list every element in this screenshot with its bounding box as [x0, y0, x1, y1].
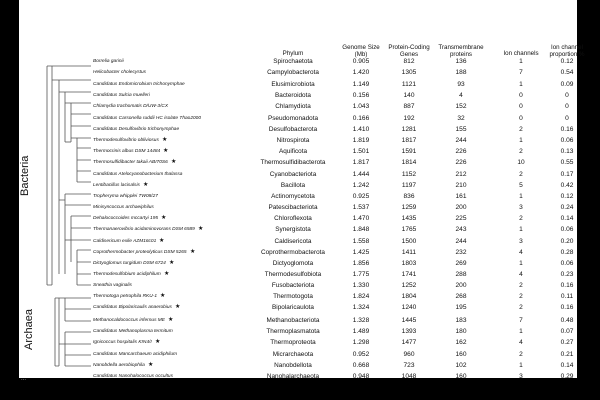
- species-name: Lentibacillus lacisalsis: [93, 183, 140, 188]
- species-name: Dictyoglomus turgidum DSM 6724: [93, 261, 166, 266]
- star-marker-icon: ★: [168, 317, 174, 323]
- transmembrane-cell: 232: [455, 249, 467, 256]
- ion-proportion-cell: 0.07: [560, 328, 574, 335]
- ion-proportion-cell: 0.09: [560, 81, 574, 88]
- ion-channels-cell: 2: [519, 148, 523, 155]
- phylum-cell: Nitrospirota: [276, 137, 310, 144]
- ion-channels-cell: 3: [519, 238, 523, 245]
- genome-size-cell: 1.470: [352, 215, 370, 222]
- ion-proportion-cell: 0.55: [560, 159, 574, 166]
- star-marker-icon: ★: [164, 271, 170, 277]
- ion-channels-cell: 5: [519, 182, 523, 189]
- star-marker-icon: ★: [190, 249, 196, 255]
- protein-coding-cell: 1259: [401, 204, 417, 211]
- table-row: [19, 326, 577, 337]
- phylum-cell: Nanohalarchaeota: [266, 373, 320, 380]
- phylum-cell: Pseudomonadota: [267, 115, 319, 122]
- phylum-cell: Campylobacterota: [267, 69, 319, 76]
- table-row: [19, 202, 577, 213]
- ion-proportion-cell: 0.24: [560, 204, 574, 211]
- transmembrane-cell: 160: [455, 373, 467, 380]
- protein-coding-cell: 1305: [401, 69, 417, 76]
- table-row: [19, 258, 577, 269]
- protein-coding-cell: 887: [403, 103, 415, 110]
- protein-coding-cell: 1817: [401, 137, 417, 144]
- table-row: [19, 247, 577, 258]
- ion-channels-cell: 0: [519, 115, 523, 122]
- phylum-cell: Aquificota: [278, 148, 308, 155]
- protein-coding-cell: 1197: [401, 182, 417, 189]
- ion-channels-cell: 0: [519, 92, 523, 99]
- header-genome-size: Genome Size (Mb): [342, 44, 380, 58]
- star-marker-icon: ★: [169, 260, 175, 266]
- protein-coding-cell: 1477: [401, 339, 417, 346]
- species-name: Helicobacter cholecystus: [93, 70, 147, 75]
- ion-proportion-cell: 0: [565, 92, 569, 99]
- ion-channels-cell: 10: [517, 159, 525, 166]
- star-marker-icon: ★: [163, 148, 169, 154]
- transmembrane-cell: 160: [455, 351, 467, 358]
- genome-size-cell: 0.948: [352, 373, 370, 380]
- species-name: Candidatus Desulfovibrio trichonymphae: [93, 127, 180, 132]
- species-name: Sneathia vaginalis: [93, 283, 132, 288]
- table-row: [19, 56, 577, 67]
- transmembrane-cell: 93: [457, 81, 465, 88]
- ion-channels-cell: 4: [519, 339, 523, 346]
- phylum-cell: Fusobacteriota: [271, 282, 315, 289]
- ion-channels-cell: 1: [519, 81, 523, 88]
- domain-label-archaea: Archaea: [23, 309, 35, 350]
- phylum-cell: Caldisericota: [274, 238, 312, 245]
- phylum-cell: Desulfobacterota: [268, 126, 318, 133]
- protein-coding-cell: 836: [403, 193, 415, 200]
- phylum-cell: Bacteroidota: [275, 92, 311, 99]
- ion-proportion-cell: 0.12: [560, 58, 574, 65]
- transmembrane-cell: 226: [455, 148, 467, 155]
- protein-coding-cell: 1411: [401, 249, 417, 256]
- protein-coding-cell: 1500: [401, 238, 417, 245]
- species-name: Thermodesulfovibrio obliviosus: [93, 138, 159, 143]
- ion-proportion-cell: 0.23: [560, 271, 574, 278]
- table-row: [19, 180, 577, 191]
- species-name: Candidatus Endomicrobium trichonymphae: [93, 82, 185, 87]
- species-name: Coprothermobacter proteolyticus DSM 5265: [93, 250, 187, 255]
- genome-size-cell: 1.817: [352, 159, 370, 166]
- protein-coding-cell: 1435: [401, 215, 417, 222]
- protein-coding-cell: 1240: [401, 304, 417, 311]
- genome-size-cell: 1.043: [352, 103, 370, 110]
- phylum-cell: Dictyoglomota: [272, 260, 314, 267]
- ion-proportion-cell: 0: [565, 103, 569, 110]
- ion-channels-cell: 7: [519, 69, 523, 76]
- ion-channels-cell: 4: [519, 249, 523, 256]
- ion-proportion-cell: 0.16: [560, 282, 574, 289]
- protein-coding-cell: 1445: [401, 317, 417, 324]
- transmembrane-cell: 243: [455, 226, 467, 233]
- phylum-cell: Patescibacteriota: [268, 204, 318, 211]
- protein-coding-cell: 1121: [401, 81, 417, 88]
- ion-channels-cell: 2: [519, 304, 523, 311]
- star-marker-icon: ★: [175, 304, 181, 310]
- protein-coding-cell: 1281: [401, 126, 417, 133]
- ion-channels-cell: 1: [519, 137, 523, 144]
- ion-channels-cell: 4: [519, 271, 523, 278]
- genome-size-cell: 0.668: [352, 362, 370, 369]
- transmembrane-cell: 269: [455, 260, 467, 267]
- phylum-cell: Spirochaetota: [273, 58, 313, 65]
- transmembrane-cell: 188: [455, 69, 467, 76]
- phylum-cell: Actinomycetota: [271, 193, 315, 200]
- star-marker-icon: ★: [162, 137, 168, 143]
- phylum-cell: Thermodesulfobiota: [264, 271, 322, 278]
- star-marker-icon: ★: [148, 362, 154, 368]
- transmembrane-cell: 161: [455, 193, 467, 200]
- header-transmembrane: Transmembrane proteins: [438, 44, 484, 58]
- header-phylum: Phylum: [282, 50, 304, 57]
- genome-size-cell: 1.856: [352, 260, 370, 267]
- transmembrane-cell: 200: [455, 204, 467, 211]
- ion-channels-cell: 2: [519, 171, 523, 178]
- ion-proportion-cell: 0.06: [560, 226, 574, 233]
- table-row: [19, 213, 577, 224]
- header-ion-proportion: Ion channel proportion %: [549, 44, 585, 58]
- ion-proportion-cell: 0.29: [560, 373, 574, 380]
- table-row: [19, 280, 577, 291]
- genome-size-cell: 0.925: [352, 193, 370, 200]
- table-row: [19, 135, 577, 146]
- star-marker-icon: ★: [198, 226, 204, 232]
- table-row: [19, 269, 577, 280]
- ion-proportion-cell: 0.27: [560, 339, 574, 346]
- protein-coding-cell: 723: [403, 362, 415, 369]
- protein-coding-cell: 1804: [401, 293, 417, 300]
- ion-channels-cell: 3: [519, 373, 523, 380]
- table-row: [19, 146, 577, 157]
- phylum-cell: Micrarchaeota: [272, 351, 314, 358]
- ion-proportion-cell: 0.11: [560, 293, 574, 300]
- species-name: Thermanaerovibrio acidaminovorans DSM 6589: [93, 227, 195, 232]
- genome-size-cell: 1.324: [352, 304, 370, 311]
- table-row: [19, 79, 577, 90]
- table-row: [19, 349, 577, 360]
- phylum-cell: Coprothermobacterota: [261, 249, 325, 256]
- star-marker-icon: ★: [143, 182, 149, 188]
- species-name: Tropheryma whipplei TW08/27: [93, 194, 158, 199]
- phylum-cell: Thermotogota: [273, 293, 313, 300]
- transmembrane-cell: 162: [455, 339, 467, 346]
- protein-coding-cell: 1741: [401, 271, 417, 278]
- phylum-cell: Thermosulfidibacterota: [260, 159, 326, 166]
- table-row: [19, 124, 577, 135]
- ion-channels-cell: 0: [519, 103, 523, 110]
- ion-proportion-cell: 0.20: [560, 238, 574, 245]
- ion-proportion-cell: 0.16: [560, 304, 574, 311]
- ion-proportion-cell: 0.17: [560, 171, 574, 178]
- genome-size-cell: 1.410: [352, 126, 370, 133]
- phylum-cell: Chlamydiota: [275, 103, 311, 110]
- species-name: Thermosulfidibacter takaii ABI70S6: [93, 160, 168, 165]
- phylum-cell: Elusimicrobiota: [271, 81, 315, 88]
- genome-size-cell: 1.824: [352, 293, 370, 300]
- star-marker-icon: ★: [159, 238, 165, 244]
- ion-proportion-cell: 0.14: [560, 362, 574, 369]
- genome-size-cell: 1.489: [352, 328, 370, 335]
- transmembrane-cell: 225: [455, 215, 467, 222]
- species-name: Candidatus Sulcia muelleri: [93, 93, 150, 98]
- phylum-cell: Thermoproteota: [270, 339, 316, 346]
- genome-size-cell: 1.328: [352, 317, 370, 324]
- transmembrane-cell: 288: [455, 271, 467, 278]
- ion-channels-cell: 2: [519, 215, 523, 222]
- table-row: [19, 169, 577, 180]
- genome-size-cell: 1.420: [352, 69, 370, 76]
- genome-size-cell: 1.558: [352, 238, 370, 245]
- genome-size-cell: 1.848: [352, 226, 370, 233]
- genome-size-cell: 1.149: [352, 81, 370, 88]
- figure-panel: [19, 0, 585, 382]
- ion-proportion-cell: 0.06: [560, 260, 574, 267]
- ion-channels-cell: 1: [519, 328, 523, 335]
- header-protein-coding: Protein-Coding Genes: [388, 44, 430, 58]
- phylum-cell: Thermoplasmatota: [266, 328, 320, 335]
- species-name: Borrelia garinii: [93, 59, 124, 64]
- genome-size-cell: 1.501: [352, 148, 370, 155]
- species-name: Nanobdella aerobiophila: [93, 363, 145, 368]
- star-marker-icon: ★: [161, 215, 167, 221]
- table-row: [19, 315, 577, 326]
- ion-proportion-cell: 0.12: [560, 193, 574, 200]
- ion-proportion-cell: 0.48: [560, 317, 574, 324]
- ion-proportion-cell: 0.21: [560, 351, 574, 358]
- star-marker-icon: ★: [155, 339, 161, 345]
- protein-coding-cell: 1591: [401, 148, 417, 155]
- genome-size-cell: 1.775: [352, 271, 370, 278]
- ion-channels-cell: 3: [519, 204, 523, 211]
- protein-coding-cell: 1252: [401, 282, 417, 289]
- ion-channels-cell: 2: [519, 282, 523, 289]
- table-row: [19, 157, 577, 168]
- ion-proportion-cell: 0.28: [560, 249, 574, 256]
- header-ion-channels: Ion channels: [503, 50, 539, 57]
- ion-channels-cell: 1: [519, 58, 523, 65]
- protein-coding-cell: 812: [403, 58, 415, 65]
- ion-channels-cell: 1: [519, 260, 523, 267]
- star-marker-icon: ★: [160, 293, 166, 299]
- species-name: Methanocaldococcus infernus ME: [93, 318, 165, 323]
- ion-proportion-cell: 0: [565, 115, 569, 122]
- star-marker-icon: ★: [171, 159, 177, 165]
- species-name: Candidatus Methanoplasma termitum: [93, 329, 173, 334]
- phylum-cell: Methanobacteriota: [266, 317, 320, 324]
- ellipsis-mark: ...: [21, 376, 27, 382]
- protein-coding-cell: 1765: [401, 226, 417, 233]
- transmembrane-cell: 152: [455, 103, 467, 110]
- species-name: Dehalococcoides mccartyi 195: [93, 216, 159, 221]
- table-row: [19, 360, 577, 371]
- species-name: Chlamydia trachomatis D/UW-3/CX: [93, 104, 169, 109]
- transmembrane-cell: 195: [455, 304, 467, 311]
- table-row: [19, 113, 577, 124]
- ion-channels-cell: 2: [519, 126, 523, 133]
- transmembrane-cell: 32: [457, 115, 465, 122]
- species-name: Thermodesulfobium acidiphilum: [93, 272, 161, 277]
- ion-channels-cell: 1: [519, 362, 523, 369]
- protein-coding-cell: 1803: [401, 260, 417, 267]
- ion-proportion-cell: 0.16: [560, 126, 574, 133]
- species-name: Candidatus Atelocyanobacterium thalassa: [93, 172, 183, 177]
- genome-size-cell: 1.819: [352, 137, 370, 144]
- phylum-cell: Bipolaricaulota: [272, 304, 314, 311]
- genome-size-cell: 0.156: [352, 92, 370, 99]
- table-row: [19, 191, 577, 202]
- table-row: [19, 90, 577, 101]
- genome-size-cell: 0.166: [352, 115, 370, 122]
- table-row: [19, 302, 577, 313]
- protein-coding-cell: 1814: [401, 159, 417, 166]
- transmembrane-cell: 155: [455, 126, 467, 133]
- phylum-cell: Cyanobacteriota: [269, 171, 317, 178]
- transmembrane-cell: 226: [455, 159, 467, 166]
- transmembrane-cell: 183: [455, 317, 467, 324]
- species-name: Candidatus Nanohalococcus occultus: [93, 374, 173, 379]
- genome-size-cell: 1.298: [352, 339, 370, 346]
- table-row: [19, 236, 577, 247]
- table-row: [19, 291, 577, 302]
- table-row: [19, 101, 577, 112]
- transmembrane-cell: 244: [455, 238, 467, 245]
- protein-coding-cell: 192: [403, 115, 415, 122]
- species-name: Caldisericum exile AZM16c01: [93, 239, 157, 244]
- phylum-cell: Synergistota: [275, 226, 311, 233]
- phylum-cell: Bacillota: [280, 182, 306, 189]
- transmembrane-cell: 244: [455, 137, 467, 144]
- species-name: Candidatus Mancarchaeum acidiphilum: [93, 352, 177, 357]
- ion-channels-cell: 1: [519, 193, 523, 200]
- genome-size-cell: 0.905: [352, 58, 370, 65]
- ion-channels-cell: 1: [519, 226, 523, 233]
- transmembrane-cell: 268: [455, 293, 467, 300]
- protein-coding-cell: 1393: [401, 328, 417, 335]
- genome-size-cell: 1.330: [352, 282, 370, 289]
- transmembrane-cell: 200: [455, 282, 467, 289]
- species-name: Thermotoga petrophila RKU-1: [93, 294, 157, 299]
- transmembrane-cell: 4: [459, 92, 463, 99]
- phylum-cell: Nanobdellota: [274, 362, 312, 369]
- species-name: Ignicoccus hospitalis KIN4/I: [93, 340, 152, 345]
- table-row: [19, 224, 577, 235]
- domain-label-bacteria: Bacteria: [19, 155, 31, 196]
- ion-proportion-cell: 0.06: [560, 137, 574, 144]
- ion-channels-cell: 2: [519, 293, 523, 300]
- ion-proportion-cell: 0.54: [560, 69, 574, 76]
- species-name: Candidatus Carsonella ruddii HC isolate Thao2000: [93, 116, 201, 121]
- species-name: Thermocrinis albus DSM 14484: [93, 149, 161, 154]
- transmembrane-cell: 212: [455, 171, 467, 178]
- table-row: [19, 67, 577, 78]
- phylum-cell: Chloroflexota: [274, 215, 312, 222]
- transmembrane-cell: 210: [455, 182, 467, 189]
- ion-channels-cell: 7: [519, 317, 523, 324]
- genome-size-cell: 0.952: [352, 351, 370, 358]
- ion-proportion-cell: 0.13: [560, 148, 574, 155]
- protein-coding-cell: 960: [403, 351, 415, 358]
- table-row: [19, 371, 577, 382]
- ion-channels-cell: 2: [519, 351, 523, 358]
- species-name: Minisyncoccus archaeiphilus: [93, 205, 154, 210]
- genome-size-cell: 1.537: [352, 204, 370, 211]
- transmembrane-cell: 102: [455, 362, 467, 369]
- protein-coding-cell: 1152: [401, 171, 417, 178]
- transmembrane-cell: 136: [455, 58, 467, 65]
- genome-size-cell: 1.425: [352, 249, 370, 256]
- ion-proportion-cell: 0.14: [560, 215, 574, 222]
- transmembrane-cell: 180: [455, 328, 467, 335]
- ion-proportion-cell: 0.42: [560, 182, 574, 189]
- protein-coding-cell: 1048: [401, 373, 417, 380]
- species-name: Candidatus Bipolaricaulis anaerobius: [93, 305, 172, 310]
- protein-coding-cell: 140: [403, 92, 415, 99]
- genome-size-cell: 1.242: [352, 182, 370, 189]
- genome-size-cell: 1.444: [352, 171, 370, 178]
- table-row: [19, 337, 577, 348]
